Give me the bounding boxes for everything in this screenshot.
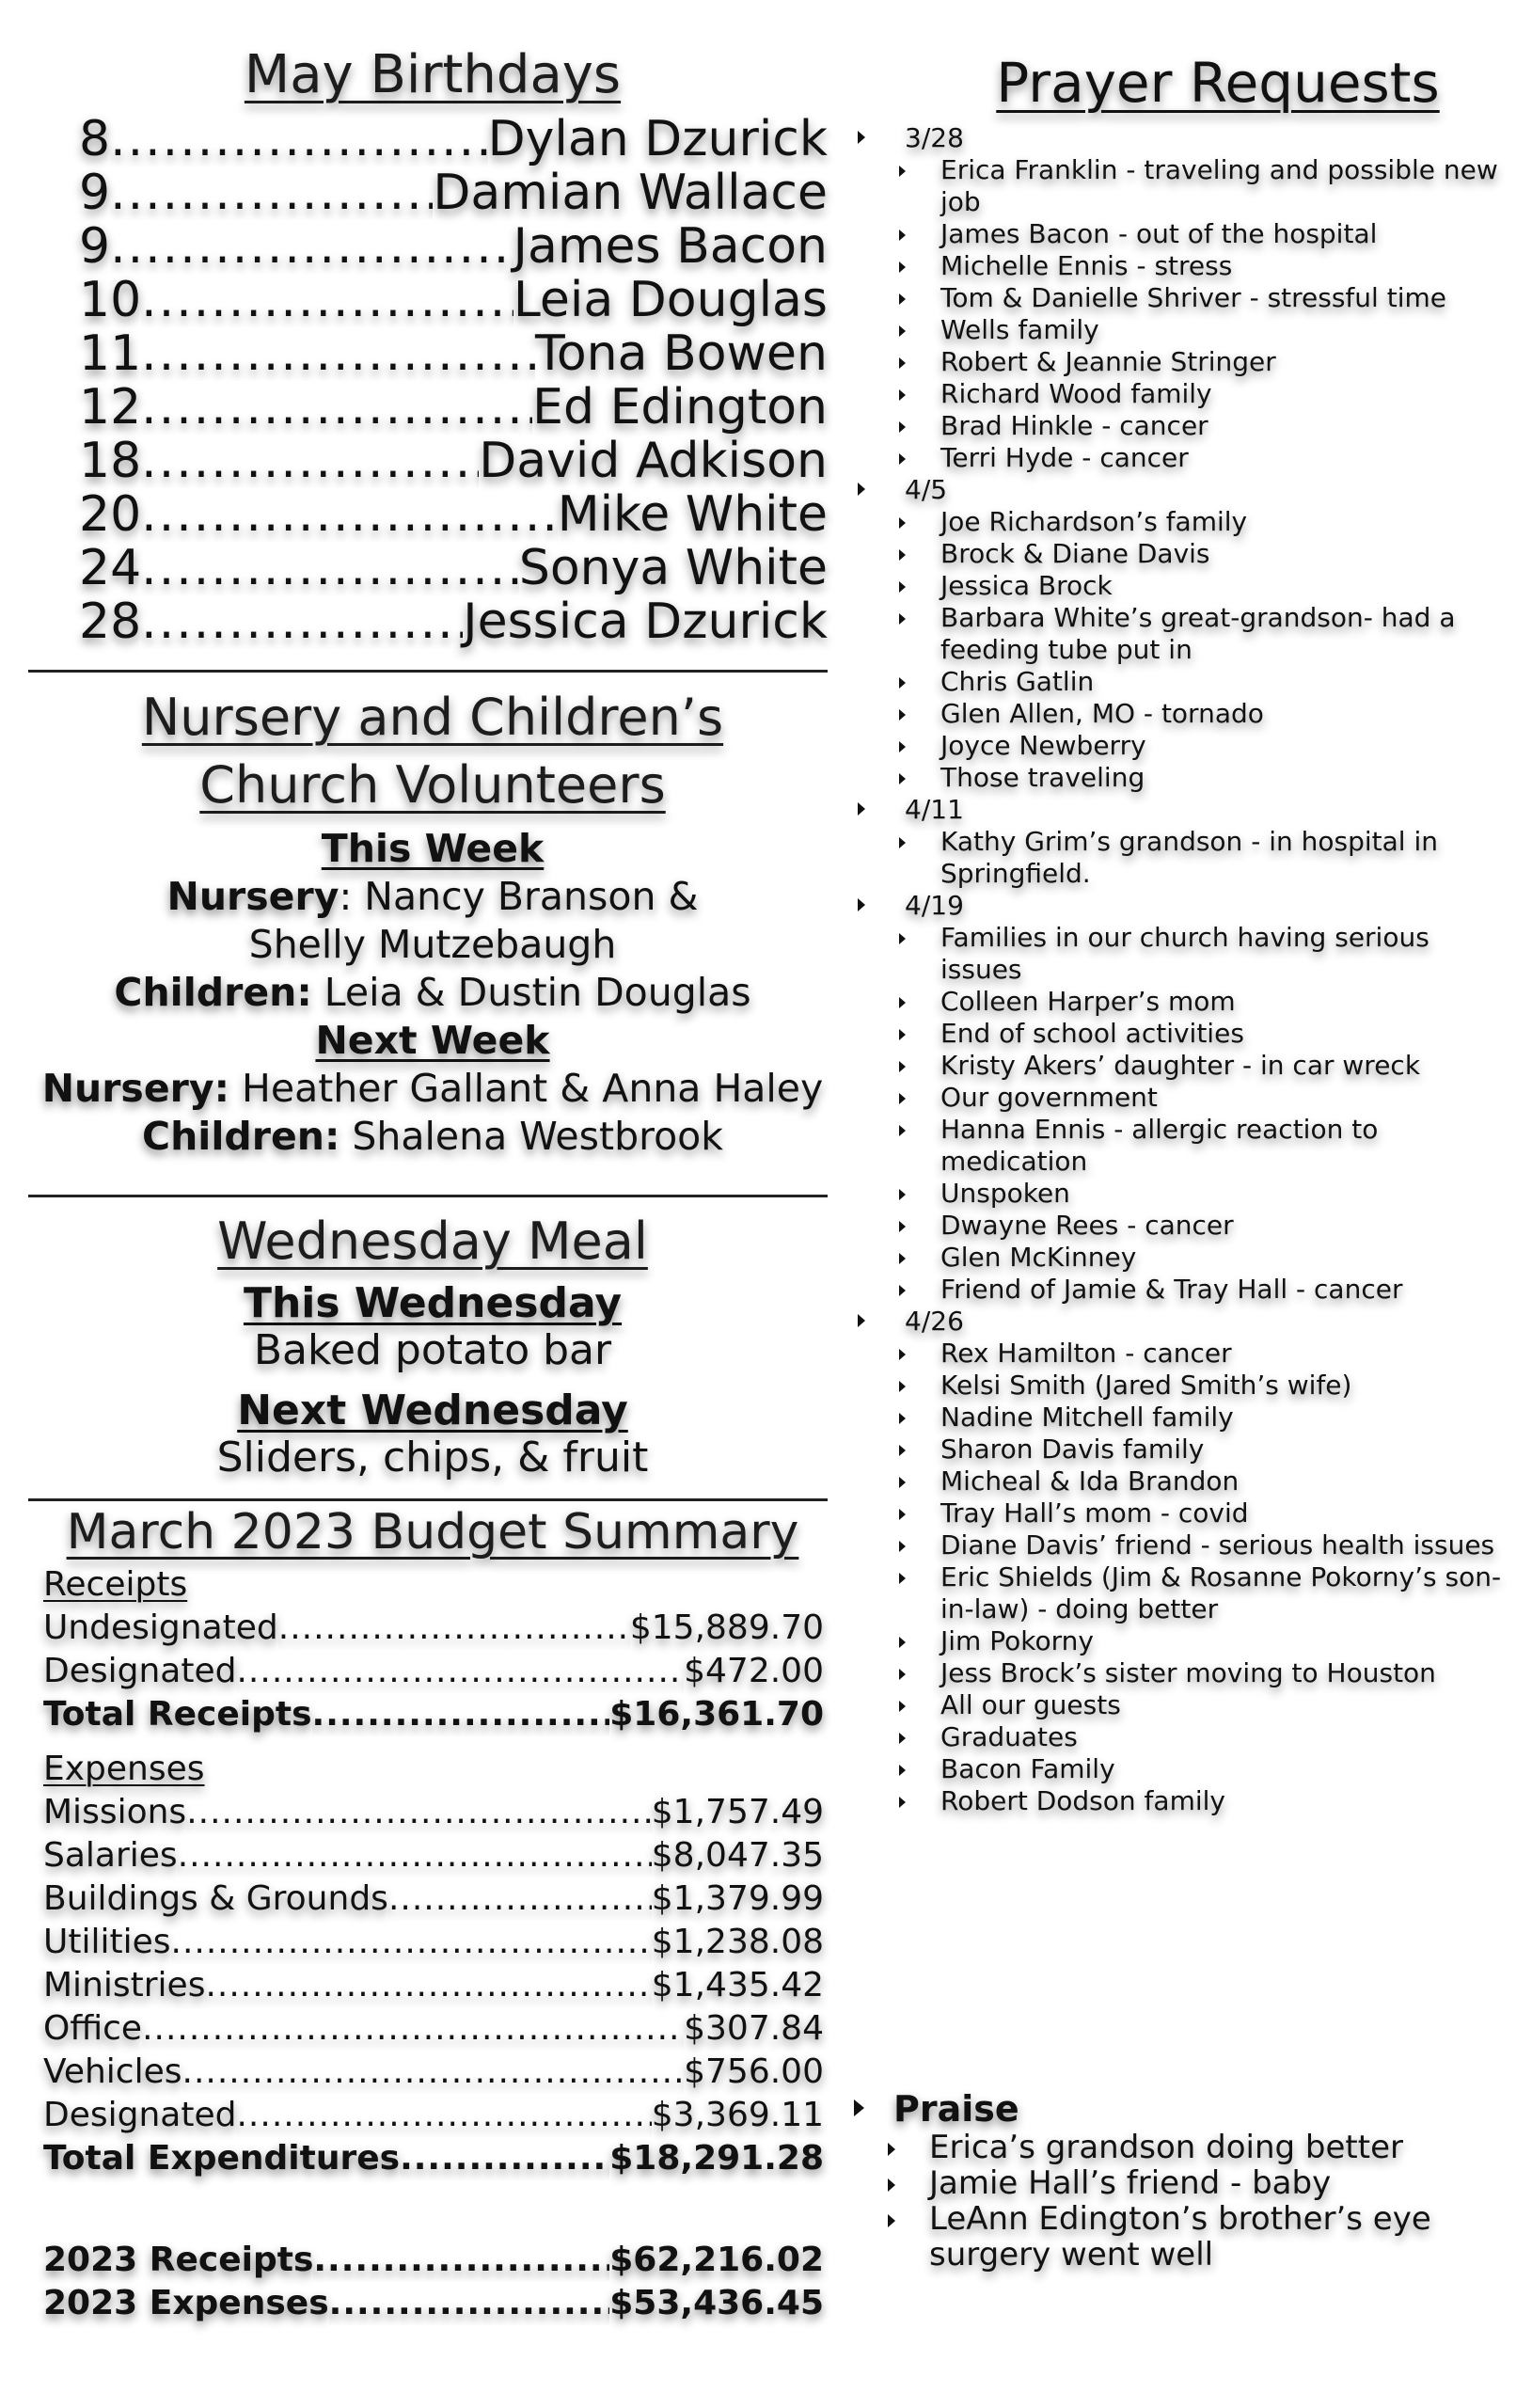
- prayer-item: [846, 314, 1514, 346]
- meal-section: [28, 1207, 837, 1481]
- next-week-children: Children: Shalena Westbrook: [142, 1114, 723, 1159]
- prayer-text: Glen Allen, MO - tornado: [940, 698, 1264, 729]
- prayer-item: [846, 1050, 1514, 1082]
- praise-section: [846, 2088, 1514, 2273]
- budget-row: [43, 1921, 824, 1964]
- prayer-item: [846, 218, 1514, 250]
- bullet-icon: [899, 1285, 906, 1296]
- prayer-date: [846, 890, 1514, 922]
- bullet-icon: [899, 1637, 906, 1648]
- prayer-text: Those traveling: [940, 762, 1145, 793]
- prayer-text: Hanna Ennis - allergic reaction to medication: [940, 1114, 1379, 1177]
- bullet-icon: [899, 230, 906, 241]
- prayer-text: Brad Hinkle - cancer: [940, 410, 1208, 441]
- prayer-text: Richard Wood family: [940, 378, 1212, 409]
- birthday-row: [79, 435, 837, 488]
- leader-dots: [141, 542, 519, 595]
- prayer-text: Diane Davis’ friend - serious health issues: [940, 1529, 1495, 1560]
- prayer-date: [846, 1306, 1514, 1338]
- birthday-row: [79, 274, 837, 327]
- receipts-list: [43, 1607, 824, 1693]
- birthday-name: Mike White: [557, 486, 828, 543]
- birthday-name: Damian Wallace: [433, 165, 828, 221]
- prayer-item: [846, 826, 1514, 890]
- prayer-text: Jessica Brock: [940, 570, 1113, 601]
- leader-dots: [141, 327, 535, 381]
- budget-label: Buildings & Grounds: [43, 1879, 388, 1918]
- leader-dots: [182, 2051, 685, 2094]
- prayer-text: Robert Dodson family: [940, 1785, 1225, 1816]
- budget-row: [43, 2007, 824, 2051]
- prayer-item: [846, 410, 1514, 442]
- prayer-text: Terri Hyde - cancer: [940, 442, 1189, 473]
- budget-label: Vehicles: [43, 2052, 182, 2091]
- prayer-text: Colleen Harper’s mom: [940, 986, 1236, 1017]
- prayer-item: [846, 1434, 1514, 1465]
- bullet-icon: [899, 325, 906, 337]
- birthday-name: James Bacon: [513, 218, 828, 275]
- budget-label: Missions: [43, 1793, 187, 1831]
- prayer-item: [846, 154, 1514, 218]
- budget-label: Designated: [43, 1652, 237, 1690]
- prayer-item: [846, 602, 1514, 666]
- leader-dots: [141, 488, 558, 542]
- budget-title: March 2023 Budget Summary: [66, 1504, 799, 1560]
- prayer-item: [846, 1465, 1514, 1497]
- prayer-text: Rex Hamilton - cancer: [940, 1338, 1232, 1369]
- praise-item: [846, 2201, 1514, 2273]
- prayer-item: [846, 1338, 1514, 1370]
- bullet-icon: [899, 1125, 906, 1136]
- leader-dots: [236, 1650, 684, 1693]
- prayer-text: Our government: [940, 1082, 1158, 1113]
- budget-label: Office: [43, 2009, 143, 2048]
- prayer-text: Dwayne Rees - cancer: [940, 1210, 1234, 1241]
- bullet-icon: [899, 549, 906, 561]
- prayer-item: [846, 378, 1514, 410]
- budget-value: $15,889.70: [629, 1608, 824, 1647]
- bullet-icon: [899, 453, 906, 465]
- leader-dots: [141, 274, 513, 327]
- praise-list: [846, 2130, 1514, 2273]
- bullet-icon: [899, 1093, 906, 1104]
- prayer-item: [846, 1657, 1514, 1689]
- leader-dots: [141, 595, 463, 649]
- bullet-icon: [899, 1029, 906, 1040]
- bullet-icon: [854, 2099, 864, 2116]
- prayer-text: Brock & Diane Davis: [940, 538, 1210, 569]
- left-column: [28, 38, 837, 2325]
- budget-value: $1,757.49: [651, 1793, 824, 1831]
- next-week-label: Next Week: [315, 1018, 550, 1063]
- prayer-text: Kristy Akers’ daughter - in car wreck: [940, 1050, 1421, 1081]
- prayer-text: Graduates: [940, 1721, 1078, 1752]
- prayer-item: [846, 1370, 1514, 1402]
- bullet-icon: [899, 933, 906, 944]
- birthday-row: [79, 220, 837, 274]
- prayer-item: [846, 1529, 1514, 1561]
- budget-row: [43, 1834, 824, 1877]
- birthday-row: [79, 381, 837, 435]
- budget-section: [28, 1501, 837, 2325]
- budget-value: $8,047.35: [651, 1836, 824, 1875]
- prayer-text: Robert & Jeannie Stringer: [940, 346, 1276, 377]
- birthday-name: Dylan Dzurick: [487, 111, 828, 167]
- bullet-icon: [899, 1221, 906, 1232]
- birthday-name: Tona Bowen: [534, 325, 828, 382]
- bullet-icon: [899, 1349, 906, 1360]
- divider: [28, 670, 828, 673]
- prayer-item: [846, 986, 1514, 1018]
- prayer-item: [846, 1114, 1514, 1178]
- birthday-row: [79, 488, 837, 542]
- prayer-text: Jim Pokorny: [940, 1625, 1094, 1656]
- prayer-list: [846, 122, 1514, 1817]
- budget-row: [43, 1791, 824, 1834]
- budget-row: [43, 1964, 824, 2007]
- birthday-name: Sonya White: [518, 540, 828, 596]
- prayer-text: Chris Gatlin: [940, 666, 1095, 697]
- budget-value: $1,238.08: [651, 1923, 824, 1961]
- bullet-icon: [899, 1189, 906, 1200]
- prayer-text: Glen McKinney: [940, 1242, 1137, 1273]
- leader-dots: [110, 220, 513, 274]
- prayer-item: [846, 762, 1514, 794]
- birthday-day: 9: [79, 218, 111, 275]
- bullet-icon: [899, 1701, 906, 1712]
- ytd-expenses-row: 2023 Expenses ..... $53,436.45: [43, 2282, 824, 2325]
- bullet-icon: [899, 1669, 906, 1680]
- birthday-day: 12: [79, 379, 142, 436]
- prayer-text: Tom & Danielle Shriver - stressful time: [940, 282, 1446, 313]
- bullet-icon: [899, 997, 906, 1008]
- prayer-text: Joyce Newberry: [940, 730, 1146, 761]
- prayer-item: [846, 538, 1514, 570]
- next-wednesday-value: Sliders, chips, & fruit: [216, 1434, 649, 1481]
- prayer-text: Jess Brock’s sister moving to Houston: [940, 1657, 1436, 1688]
- bullet-icon: [858, 483, 865, 496]
- prayer-item: [846, 442, 1514, 474]
- prayer-item: [846, 282, 1514, 314]
- bullet-icon: [858, 802, 865, 816]
- prayer-text: Friend of Jamie & Tray Hall - cancer: [940, 1274, 1403, 1305]
- prayer-text: Families in our church having serious issues: [940, 922, 1429, 985]
- bullet-icon: [888, 2178, 895, 2192]
- prayer-text: All our guests: [940, 1689, 1121, 1720]
- prayer-item: [846, 1785, 1514, 1817]
- bullet-icon: [899, 709, 906, 721]
- leader-dots: [388, 1877, 652, 1921]
- budget-value: $3,369.11: [651, 2096, 824, 2134]
- bullet-icon: [899, 1733, 906, 1744]
- prayer-item: [846, 698, 1514, 730]
- prayer-text: Joe Richardson’s family: [940, 506, 1248, 537]
- budget-row: [43, 1877, 824, 1921]
- prayer-item: [846, 250, 1514, 282]
- total-expenditures-row: Total Expenditures ..... $18,291.28: [43, 2137, 824, 2180]
- bullet-icon: [899, 1445, 906, 1456]
- leader-dots: [142, 2007, 684, 2051]
- budget-row: [43, 1650, 824, 1693]
- bullet-icon: [899, 677, 906, 689]
- budget-value: $756.00: [684, 2052, 824, 2091]
- budget-label: Designated: [43, 2096, 237, 2134]
- birthday-row: [79, 542, 837, 595]
- bullet-icon: [899, 293, 906, 305]
- leader-dots: [110, 113, 487, 166]
- praise-item: [846, 2130, 1514, 2165]
- prayer-text: Kelsi Smith (Jared Smith’s wife): [940, 1370, 1352, 1401]
- date-label: 3/28: [905, 122, 964, 153]
- prayer-item: [846, 1082, 1514, 1114]
- total-receipts-row: Total Receipts ..... $16,361.70: [43, 1693, 824, 1736]
- birthdays-title: May Birthdays: [244, 44, 622, 105]
- bullet-icon: [899, 1509, 906, 1520]
- divider: [28, 1195, 828, 1197]
- bullet-icon: [899, 1573, 906, 1584]
- prayer-text: Unspoken: [940, 1178, 1070, 1209]
- prayer-text: Kathy Grim’s grandson - in hospital in Springfield.: [940, 826, 1438, 889]
- prayer-item: [846, 346, 1514, 378]
- birthday-name: David Adkison: [479, 433, 828, 489]
- birthday-name: Ed Edington: [532, 379, 828, 436]
- prayer-text: James Bacon - out of the hospital: [940, 218, 1378, 249]
- prayer-text: Wells family: [940, 314, 1099, 345]
- budget-label: Salaries: [43, 1836, 178, 1875]
- prayer-date: [846, 794, 1514, 826]
- bullet-icon: [899, 1541, 906, 1552]
- right-column: [846, 38, 1514, 1817]
- praise-heading: Praise: [846, 2088, 1514, 2130]
- bullet-icon: [858, 131, 865, 144]
- next-wednesday-label: Next Wednesday: [237, 1386, 628, 1434]
- leader-dots: [205, 1964, 651, 2007]
- prayer-item: [846, 1402, 1514, 1434]
- bullet-icon: [899, 517, 906, 529]
- birthday-day: 18: [79, 433, 142, 489]
- bullet-icon: [899, 357, 906, 369]
- prayer-text: Bacon Family: [940, 1753, 1115, 1784]
- birthday-row: [79, 595, 837, 649]
- budget-value: $472.00: [684, 1652, 824, 1690]
- bullet-icon: [899, 613, 906, 625]
- leader-dots: [278, 1607, 630, 1650]
- prayer-text: Michelle Ennis - stress: [940, 250, 1233, 281]
- prayer-text: Eric Shields (Jim & Rosanne Pokorny’s son-in-law) - doing better: [940, 1561, 1502, 1624]
- bullet-icon: [899, 1797, 906, 1808]
- prayer-text: Sharon Davis family: [940, 1434, 1205, 1465]
- budget-value: $1,379.99: [651, 1879, 824, 1918]
- bullet-icon: [899, 581, 906, 593]
- bullet-icon: [899, 261, 906, 273]
- budget-row: [43, 2051, 824, 2094]
- budget-row: [43, 2094, 824, 2137]
- leader-dots: [141, 381, 532, 435]
- birthday-day: 11: [79, 325, 142, 382]
- prayer-item: [846, 1018, 1514, 1050]
- birthday-row: [79, 166, 837, 220]
- prayer-date: [846, 122, 1514, 154]
- bullet-icon: [899, 1381, 906, 1392]
- prayer-item: [846, 1274, 1514, 1306]
- this-week-nursery: Nursery: Nancy Branson & Shelly Mutzebaugh: [166, 874, 699, 967]
- bullet-icon: [899, 421, 906, 433]
- bullet-icon: [899, 741, 906, 752]
- prayer-date: [846, 474, 1514, 506]
- expenses-label: Expenses: [43, 1750, 205, 1788]
- budget-value: $1,435.42: [651, 1966, 824, 2004]
- leader-dots: [171, 1921, 652, 1964]
- meal-title: Wednesday Meal: [217, 1212, 648, 1271]
- birthday-day: 9: [79, 165, 111, 221]
- birthday-row: [79, 113, 837, 166]
- prayer-text: Tray Hall’s mom - covid: [940, 1497, 1249, 1529]
- birthday-row: [79, 327, 837, 381]
- next-week-nursery: Nursery: Heather Gallant & Anna Haley: [41, 1066, 824, 1111]
- leader-dots: [141, 435, 479, 488]
- leader-dots: [236, 2094, 651, 2137]
- budget-label: Ministries: [43, 1966, 206, 2004]
- leader-dots: [110, 166, 433, 220]
- prayer-item: [846, 506, 1514, 538]
- bullet-icon: [899, 837, 906, 848]
- leader-dots: [186, 1791, 652, 1834]
- receipts-label: Receipts: [43, 1565, 188, 1604]
- prayer-item: [846, 1242, 1514, 1274]
- prayer-item: [846, 1497, 1514, 1529]
- budget-row: [43, 1607, 824, 1650]
- prayer-item: [846, 1689, 1514, 1721]
- budget-label: Utilities: [43, 1923, 171, 1961]
- prayer-text: Nadine Mitchell family: [940, 1402, 1234, 1433]
- date-label: 4/5: [905, 474, 948, 505]
- prayer-item: [846, 730, 1514, 762]
- prayer-item: [846, 1178, 1514, 1210]
- bullet-icon: [888, 2143, 895, 2156]
- prayer-item: [846, 1625, 1514, 1657]
- this-wednesday-value: Baked potato bar: [253, 1326, 612, 1374]
- praise-text: Erica’s grandson doing better: [929, 2129, 1403, 2166]
- nursery-section: [28, 684, 837, 1161]
- date-label: 4/26: [905, 1306, 964, 1337]
- prayer-item: [846, 570, 1514, 602]
- bullet-icon: [899, 1061, 906, 1072]
- prayer-item: [846, 1210, 1514, 1242]
- birthday-name: Jessica Dzurick: [463, 594, 828, 650]
- budget-label: Undesignated: [43, 1608, 278, 1647]
- prayer-item: [846, 922, 1514, 986]
- birthday-day: 28: [79, 594, 142, 650]
- bullet-icon: [858, 1314, 865, 1327]
- birthday-day: 20: [79, 486, 142, 543]
- prayer-text: Erica Franklin - traveling and possible new job: [940, 154, 1498, 217]
- date-label: 4/11: [905, 794, 964, 825]
- bullet-icon: [899, 773, 906, 784]
- bullet-icon: [899, 1413, 906, 1424]
- date-label: 4/19: [905, 890, 964, 921]
- prayer-item: [846, 1721, 1514, 1753]
- this-wednesday-label: This Wednesday: [243, 1279, 623, 1327]
- bullet-icon: [858, 898, 865, 911]
- prayer-text: Micheal & Ida Brandon: [940, 1465, 1240, 1497]
- praise-text: LeAnn Edington’s brother’s eye surgery went well: [929, 2200, 1431, 2273]
- birthday-name: Leia Douglas: [513, 272, 828, 328]
- birthday-day: 10: [79, 272, 142, 328]
- bullet-icon: [899, 1477, 906, 1488]
- nursery-title: Nursery and Children’s Church Volunteers: [141, 688, 724, 815]
- bullet-icon: [888, 2214, 895, 2227]
- birthday-day: 24: [79, 540, 142, 596]
- praise-item: [846, 2165, 1514, 2201]
- ytd-receipts-row: 2023 Receipts ..... $62,216.02: [43, 2239, 824, 2282]
- budget-value: $307.84: [684, 2009, 824, 2048]
- prayer-text: End of school activities: [940, 1018, 1244, 1049]
- bullet-icon: [899, 1253, 906, 1264]
- prayer-text: Barbara White’s great-grandson- had a feeding tube put in: [940, 602, 1456, 665]
- bullet-icon: [899, 1765, 906, 1776]
- this-week-children: Children: Leia & Dustin Douglas: [114, 970, 751, 1015]
- praise-text: Jamie Hall’s friend - baby: [929, 2164, 1332, 2202]
- prayer-item: [846, 666, 1514, 698]
- this-week-label: This Week: [321, 826, 545, 871]
- birthday-list: [28, 113, 837, 649]
- birthday-day: 8: [79, 111, 111, 167]
- leader-dots: [178, 1834, 652, 1877]
- expenses-list: [43, 1791, 824, 2137]
- prayer-item: [846, 1561, 1514, 1625]
- prayer-title: Prayer Requests: [996, 51, 1440, 115]
- bullet-icon: [899, 166, 906, 177]
- prayer-item: [846, 1753, 1514, 1785]
- bullet-icon: [899, 389, 906, 401]
